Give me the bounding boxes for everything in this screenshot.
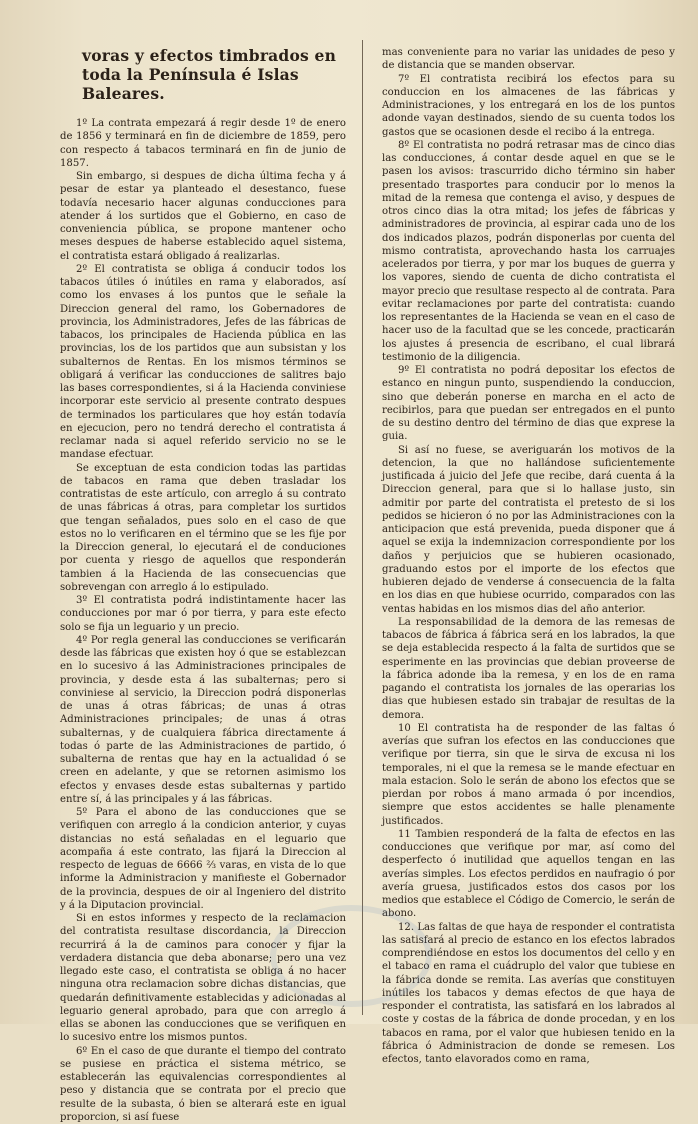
paragraph-7: 7º El contratista recibirá los efectos para su conduccion en los almacenes de las fábricas y Administraciones, y los entregará en los de los puntos adonde vayan destinados, siendo de su cuenta todos los gastos que se ocasionen desde el recibo á la entrega. <box>382 73 675 139</box>
paragraph-1: 1º La contrata empezará á regir desde 1º de enero de 1856 y terminará en fin de diciembre de 1859, pero con respecto á tabacos terminará en fin de junio de 1857. <box>60 117 346 170</box>
paragraph-9: 9º El contratista no podrá depositar los efectos de estanco en ningun punto, suspendiendo la conduccion, sino que deberán ponerse en marcha en el acto de recibirlos, para que puedan ser entregados en el punto de su destino dentro del término de dias que exprese la guia. <box>382 364 675 444</box>
paragraph-8: 8º El contratista no podrá retrasar mas de cinco dias las conducciones, á contar desde aquel en que se le pasen los avisos: trascurrido dicho término sin haber presentado trasportes para conducir por lo menos la mitad de la remesa que contenga el aviso, y despues de otros cinco dias la otra mitad; los jefes de fábricas y administradores de provincia, al espirar cada uno de los dos indicados plazos, podrán disponerlas por cuenta del mismo contratista, aprovechando hasta los carruajes acelerados por tierra, y por mar los buques de guerra y los vapores, siendo de cuenta de dicho contratista el mayor precio que resultase respecto al de contrata. Para evitar reclamaciones por parte del contratista: cuando los representantes de la Hacienda se vean en el caso de hacer uso de la facultad que se les concede, practicarán los ajustes á presencia de escribano, el cual librará testimonio de la diligencia. <box>382 139 675 364</box>
paragraph-5-continued: Si en estos informes y respecto de la reclamacion del contratista resultase discordancia, la Direccion recurrirá á la de caminos para conocer y fijar la verdadera distancia que deba abonarse; pero una vez llegado este caso, el contratista se obliga á no hacer ninguna otra reclamacion sobre dichas distancias, que quedarán definitivamente establecidas y adicionadas al leguario general aprobado, para que con arreglo á ellas se abonen las conducciones que se verifiquen en lo sucesivo entre los mismos puntos. <box>60 912 346 1045</box>
paragraph-5: 5º Para el abono de las conducciones que se verifiquen con arreglo á la condicion anterior, y cuyas distancias no está señaladas en el leguario que acompaña á este contrato, las fijará la Direccion al respecto de leguas de 6666 ⅔ varas, en vista de lo que informe la Administracion y manifieste el Gobernador de la provincia, despues de oir al Ingeniero del distrito y á la Diputacion provincial. <box>60 806 346 912</box>
paragraph-1-continued: Sin embargo, si despues de dicha última fecha y á pesar de estar ya planteado el desestanco, fuese todavía necesario hacer algunas conducciones para atender á los surtidos que el Gobierno, en caso de conveniencia pública, se propone mantener ocho meses despues de haberse establecido aquel sistema, el contratista estará obligado á realizarlas. <box>60 170 346 263</box>
left-column <box>60 46 346 1016</box>
paragraph-11: 11 Tambien responderá de la falta de efectos en las conducciones que verifique por mar, así como del desperfecto ó inutilidad que aquellos tengan en las averías simples. Los efectos perdidos en naufragio ó por avería gruesa, justificados estos dos casos por los medios que establece el Código de Comercio, le serán de abono. <box>382 828 675 921</box>
paragraph-6-continued: mas conveniente para no variar las unidades de peso y de distancia que se manden observar. <box>382 46 675 73</box>
paragraph-6: 6º En el caso de que durante el tiempo del contrato se pusiese en práctica el sistema métrico, se establecerán las equivalencias correspondientes al peso y distancia que se contrata por el precio que resulte de la subasta, ó bien se alterará este en igual proporcion, si así fuese <box>60 1045 346 1124</box>
paragraph-4: 4º Por regla general las conducciones se verificarán desde las fábricas que existen hoy ó que se establezcan en lo sucesivo á las Administraciones principales de provincia, y desde esta á las subalternas; pero si conviniese al servicio, la Direccion podrá disponerlas de unas á otras fábricas; de unas á otras Administraciones principales; de unas á otras subalternas, y de cualquiera fábrica directamente á todas ó parte de las Administraciones de partido, ó subalterna de rentas que hay en la actualidad ó se creen en adelante, y que se retornen asimismo los efectos y envases desde estas subalternas y partido entre sí, á las principales y á las fábricas. <box>60 634 346 806</box>
paragraph-3: 3º El contratista podrá indistintamente hacer las conducciones por mar ó por tierra, y para este efecto solo se fija un leguario y un precio. <box>60 594 346 634</box>
paragraph-9-continued: Si así no fuese, se averiguarán los motivos de la detencion, la que no hallándose suficientemente justificada á juicio del Jefe que recibe, dará cuenta á la Direccion general, para que si lo hallase justo, sin admitir por parte del contratista el pretesto de si los pedidos se hicieron ó no por las Administraciones con la anticipacion que está prevenida, pueda disponer que á aquel se exija la indemnizacion correspondiente por los daños y perjuicios que se hubieren ocasionado, graduando estos por el importe de los efectos que hubieren dejado de venderse á consecuencia de la falta en los dias en que hubiese ocurrido, comparados con las ventas habidas en los mismos dias del año anterior. <box>382 444 675 616</box>
paragraph-9-responsibility: La responsabilidad de la demora de las remesas de tabacos de fábrica á fábrica será en los labrados, la que se deja establecida respecto á la falta de surtidos que se esperimente en las provincias que debian proveerse de la fábrica adonde iba la remesa, y en los de en rama pagando el contratista los jornales de las operarias los dias que hubiesen estado sin trabajar de resultas de la demora. <box>382 616 675 722</box>
section-heading: voras y efectos timbrados en toda la Península é Islas Baleares. <box>82 46 346 103</box>
paragraph-10: 10 El contratista ha de responder de las faltas ó averías que sufran los efectos en las conducciones que verifique por tierra, sin que le sirva de excusa ni los temporales, ni el que la remesa se le mande efectuar en mala estacion. Solo le serán de abono los efectos que se pierdan por robos á mano armada ó por incendios, siempre que estos accidentes se halle plenamente justificados. <box>382 722 675 828</box>
right-column <box>382 46 675 1016</box>
paragraph-2-exception: Se exceptuan de esta condicion todas las partidas de tabacos en rama que deben trasladar los contratistas de este artículo, con arreglo á su contrato de unas fábricas á otras, para completar los surtidos que tengan señalados, pues solo en el caso de que estos no lo verificaren en el término que se les fije por la Direccion general, lo ejecutará el de conduciones por cuenta y riesgo de aquellos que responderán tambien á la Hacienda de las consecuencias que sobrevengan con arreglo á lo estipulado. <box>60 462 346 595</box>
column-divider <box>362 40 363 1015</box>
paragraph-12: 12. Las faltas de que haya de responder el contratista las satisfará al precio de estanco en los efectos labrados comprendiéndose en estos los documentos del cello y en el tabaco en rama el cuádruplo del valor que tubiese en la fábrica donde se remita. Las averías que constituyen inútiles los tabacos y demas efectos de que haya de responder el contratista, las satisfará en los labrados al coste y costas de la fábrica de donde procedan, y en los tabacos en rama, por el valor que hubiesen tenido en la fábrica ó Administracion de donde se remesen. Los efectos, tanto elavorados como en rama, <box>382 921 675 1067</box>
paragraph-2: 2º El contratista se obliga á conducir todos los tabacos útiles ó inútiles en rama y elaborados, así como los envases á los puntos que le señale la Direccion general del ramo, los Gobernadores de provincia, los Administradores, Jefes de las fábricas de tabacos, los principales de Hacienda pública en las provincias, los de los partidos que aun subsistan y los subalternos de Rentas. En los mismos términos se obligará á verificar las conducciones de salitres bajo las bases correspondientes, si á la Hacienda conviniese incorporar este servicio al presente contrato despues de terminados los particulares que hoy están todavía en ejecucion, pero no tendrá derecho el contratista á reclamar nada si aquel referido servicio no se le mandase efectuar. <box>60 263 346 462</box>
